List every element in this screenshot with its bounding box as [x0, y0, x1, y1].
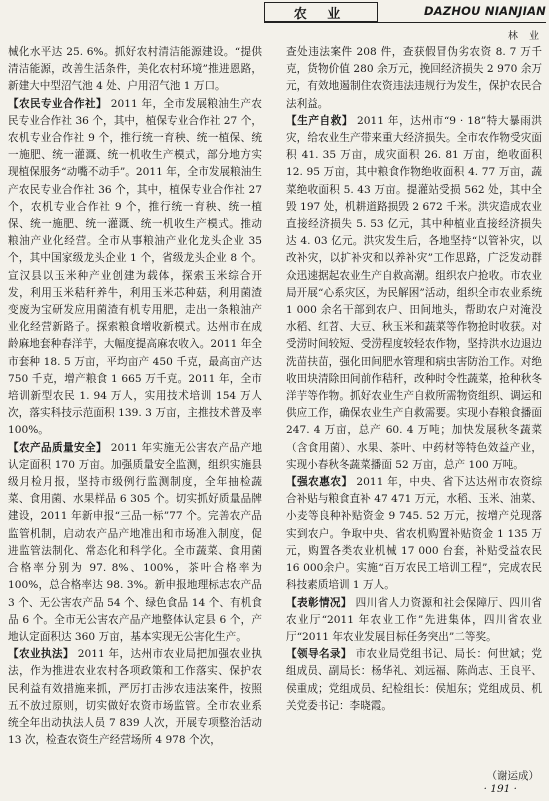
paragraph-body: 2011 年实施无公害农产品产地认定面积 170 万亩。加强质量安全监测，组织实施县级月检月报，坚持市级例行监测制度，全年抽检蔬菜、食用菌、水果样品 6 305 个。切实抓好质量品牌建设，2011 年新申报“三品一标”77 个。完善农产品监管机制，启动农产品产地准出和市场准入制度，促进监管法制化、常态化和科学化。全市蔬菜、食用菌合格率分别为 97. 8%、100%，茶叶合格率为 100%，总合格率达 98. 3%。新申报地理标志农产品 3 个、无公害农产品 54 个、绿色食品 14 个、有机食品 6 个。全市无公害农产品产地整体认定县 6 个，产地认定面积达 360 万亩，基本实现无公害化生产。: [8, 441, 263, 643]
section-tag: 表彰情况: [296, 596, 341, 609]
paragraph: 【领导名录】 市农业局党组书记、局长：何世斌；党组成员、副局长：杨华礼、刘远福、陈尚志、王良平、侯重成；党组成员、纪检组长：侯旭东；党组成员、机关党委书记：李晓霞。: [286, 648, 542, 712]
paragraph-body: 2011 年，全市发展粮油生产农民专业合作社 36 个，其中，植保专业合作社 27 个，农机专业合作社 9 个，推行统一育秧、统一植保、统一施肥、统一灌溉、统一机收生产模式，部分地方实现植保服务“动嘴不动手”。2011 年，全市发展粮油生产农民专业合作社 36 个，其中，植保专业合作社 27 个，农机专业合作社 9 个，推行统一育秧、统一植保、统一施肥、统一灌溉、统一机收生产模式。推动粮油产业化经营。全市从事粮油产业化龙头企业 35 个，其中国家级龙头企业 1 个，省级龙头企业 8 个。宣汉县以玉米种产业创建为载体，探索玉米综合开发，利用玉米秸秆养牛，利用玉米芯种菇，利用菌渣变废为宝研发应用菌渣有机专用肥，走出一条粮油产业化经营新路子。探索粮食增收新模式。达州市在成龄麻地套种春洋芋，大幅度提高麻农收入。2011 年全市套种 18. 5 万亩，平均亩产 450 千克，最高亩产达 750 千克，增产粮食 1 665 万千克。2011 年，全市培训新型农民 1. 94 万人，实用技术培训 154 万人次，落实科技示范面积 139. 3 万亩，主推技术普及率 100%。: [8, 97, 263, 437]
paragraph: 【表彰情况】 四川省人力资源和社会保障厅、四川省农业厅“2011 年农业工作”先进集体，四川省农业厅“2011 年农业发展目标任务突出”二等奖。: [286, 596, 542, 643]
page-number: · 191 ·: [483, 783, 517, 795]
section-tag: 强农惠农: [297, 476, 342, 489]
paragraph: 【农产品质量安全】 2011 年实施无公害农产品产地认定面积 170 万亩。加强质量安全监测，组织实施县级月检月报，坚持市级例行监测制度，全年抽检蔬菜、食用菌、水果样品 6 305 个。切实抓好质量品牌建设，2011 年新申报“三品一标”77 个。完善农产品监管机制，启动农产品产地准出和市场准入制度，促进监管法制化、常态化和科学化。全市蔬菜、食用菌合格率分别为 97. 8%、100%，茶叶合格率为 100%，总合格率达 98. 3%。新申报地理标志农产品 3 个、无公害农产品 54 个、绿色食品 14 个、有机食品 6 个。全市无公害农产品产地整体认定县 6 个，产地认定面积达 360 万亩，基本实现无公害化生产。: [8, 441, 263, 643]
section-tag: 农业执法: [19, 648, 63, 661]
paragraph: 【强农惠农】 2011 年，中央、省下达达州市农资综合补贴与粮食直补 47 471 万元，水稻、玉米、油菜、小麦等良种补贴资金 9 745. 52 万元，按增产兑现落实到农户。争取中央、省农机购置补贴资金 1 135 万元，购置各类农业机械 17 000 台套，补贴受益农民 16 000余户。实施“百万农民工培训工程”，完成农民科技素质培训 1 万人。: [286, 476, 543, 592]
subsection-label: 林 业: [507, 31, 543, 42]
section-tag: 生产自救: [297, 114, 342, 127]
section-tag: 农产品质量安全: [19, 441, 96, 454]
paragraph: 【农业执法】 2011 年，达州市农业局把加强农业执法，作为推进农业农村各项政策和工作落实、保护农民利益有效措施来抓，严厉打击涉农违法案件，按照五不放过原则，切实做好农资市场监管。全市农业系统全年出动执法人员 7 839 人次，开展专项整治活动 13 次，检查农资生产经营场所 4 978 个次，: [8, 648, 263, 747]
paragraph-body: 2011 年，达州市农业局把加强农业执法，作为推进农业农村各项政策和工作落实、保护农民利益有效措施来抓，严厉打击涉农违法案件，按照五不放过原则，切实做好农资市场监管。全市农业系统全年出动执法人员 7 839 人次，开展专项整治活动 13 次，检查农资生产经营场所 4 978 个次，: [8, 648, 263, 747]
paragraph: 【生产自救】 2011 年，达州市“9 · 18”特大暴雨洪灾，给农业生产带来重大经济损失。全市农作物受灾面积 41. 35 万亩，成灾面积 26. 81 万亩，绝收面积 12. 95 万亩，其中粮食作物绝收面积 4. 77 万亩，蔬菜绝收面积 5. 43 万亩。提灌站受损 562 处，其中全毁 197 处，机耕道路损毁 2 672 千米。洪灾造成农业直接经济损失 5. 53 亿元，其中种植业直接经济损失达 4. 03 亿元。洪灾发生后，各地坚持“以管补灾，以改补灾，以扩补灾和以养补灾”工作思路，广泛发动群众迅速据起农业生产自救高潮。组织农户抢收。市农业局开展“心系灾区，为民解困”活动，组织全市农业系统 1 000 余名干部到农户、田间地头，帮助农户对淹没水稻、红苕、大豆、秋玉米和蔬菜等作物抢时收获。对受涝时间较短、受涝程度较轻农作物，坚持洪水边退边洗苗扶苗，强化田间肥水管理和病虫害防治工作。对绝收田块清除田间前作秸秆，改种时令性蔬菜，抢种秋冬洋芋等作物。抓好农业生产自救所需物资组织、调运和供应工作，确保农业生产自救需要。实现小春粮食播面 247. 4 万亩，总产 60. 4 万吨；加快发展秋冬蔬菜（含食用菌）、水果、茶叶、中药材等特色效益产业，实现小春秋冬蔬菜播面 52 万亩，总产 100 万吨。: [286, 114, 543, 471]
right-column: [286, 44, 542, 715]
paragraph-body: 四川省人力资源和社会保障厅、四川省农业厅“2011 年农业工作”先进集体，四川省农业厅“2011 年农业发展目标任务突出”二等奖。: [286, 596, 542, 643]
page-header: [0, 0, 549, 44]
section-label: 农 业: [264, 2, 378, 22]
paragraph-body: 市农业局党组书记、局长：何世斌；党组成员、副局长：杨华礼、刘远福、陈尚志、王良平、侯重成；党组成员、纪检组长：侯旭东；党组成员、机关党委书记：李晓霞。: [286, 648, 542, 712]
section-tag: 领导名录: [296, 648, 341, 661]
paragraph: 【农民专业合作社】 2011 年，全市发展粮油生产农民专业合作社 36 个，其中，植保专业合作社 27 个，农机专业合作社 9 个，推行统一育秧、统一植保、统一施肥、统一灌溉、统一机收生产模式，部分地方实现植保服务“动嘴不动手”。2011 年，全市发展粮油生产农民专业合作社 36 个，其中，植保专业合作社 27 个，农机专业合作社 9 个，推行统一育秧、统一植保、统一施肥、统一灌溉、统一机收生产模式。推动粮油产业化经营。全市从事粮油产业化龙头企业 35 个，其中国家级龙头企业 1 个，省级龙头企业 8 个。宣汉县以玉米种产业创建为载体，探索玉米综合开发，利用玉米秸秆养牛，利用玉米芯种菇，利用菌渣变废为宝研发应用菌渣有机专用肥，走出一条粮油产业化经营新路子。探索粮食增收新模式。达州市在成龄麻地套种春洋芋，大幅度提高麻农收入。2011 年全市套种 18. 5 万亩，平均亩产 450 千克，最高亩产达 750 千克，增产粮食 1 665 万千克。2011 年，全市培训新型农民 1. 94 万人，实用技术培训 154 万人次，落实科技示范面积 139. 3 万亩，主推技术普及率 100%。: [8, 97, 263, 437]
paragraph: 械化水平达 25. 6%。抓好农村清洁能源建设。“提供清洁能源，改善生活条件，美化农村环境”推进恩路，新建大中型沼气池 4 处、户用沼气池 1 万口。: [8, 46, 262, 93]
magazine-title: DAZHOU NIANJIAN: [423, 4, 546, 18]
header-rule: [264, 22, 546, 23]
left-column: [8, 44, 262, 749]
paragraph-body: 2011 年，中央、省下达达州市农资综合补贴与粮食直补 47 471 万元，水稻、玉米、油菜、小麦等良种补贴资金 9 745. 52 万元，按增产兑现落实到农户。争取中央、省农机购置补贴资金 1 135 万元，购置各类农业机械 17 000 台套，补贴受益农民 16 000余户。实施“百万农民工培训工程”，完成农民科技素质培训 1 万人。: [286, 476, 543, 592]
paragraph-body: 2011 年，达州市“9 · 18”特大暴雨洪灾，给农业生产带来重大经济损失。全市农作物受灾面积 41. 35 万亩，成灾面积 26. 81 万亩，绝收面积 12. 95 万亩，其中粮食作物绝收面积 4. 77 万亩，蔬菜绝收面积 5. 43 万亩。提灌站受损 562 处，其中全毁 197 处，机耕道路损毁 2 672 千米。洪灾造成农业直接经济损失 5. 53 亿元，其中种植业直接经济损失达 4. 03 亿元。洪灾发生后，各地坚持“以管补灾，以改补灾，以扩补灾和以养补灾”工作思路，广泛发动群众迅速据起农业生产自救高潮。组织农户抢收。市农业局开展“心系灾区，为民解困”活动，组织全市农业系统 1 000 余名干部到农户、田间地头，帮助农户对淹没水稻、红苕、大豆、秋玉米和蔬菜等作物抢时收获。对受涝时间较短、受涝程度较轻农作物，坚持洪水边退边洗苗扶苗，强化田间肥水管理和病虫害防治工作。对绝收田块清除田间前作秸秆，改种时令性蔬菜，抢种秋冬洋芋等作物。抓好农业生产自救所需物资组织、调运和供应工作，确保农业生产自救需要。实现小春粮食播面 247. 4 万亩，总产 60. 4 万吨；加快发展秋冬蔬菜（含食用菌）、水果、茶叶、中药材等特色效益产业，实现小春秋冬蔬菜播面 52 万亩，总产 100 万吨。: [286, 114, 543, 471]
author-credit: （谢运成）: [486, 770, 539, 782]
section-tag: 农民专业合作社: [19, 97, 96, 110]
paragraph: 查处违法案件 208 件，查获假冒伪劣农资 8. 7 万千克，货物价值 280 余万元，挽回经济损失 2 970 余万元，有效地遏制住农资违法违规行为发生，保护农民合法利益。: [286, 46, 542, 110]
